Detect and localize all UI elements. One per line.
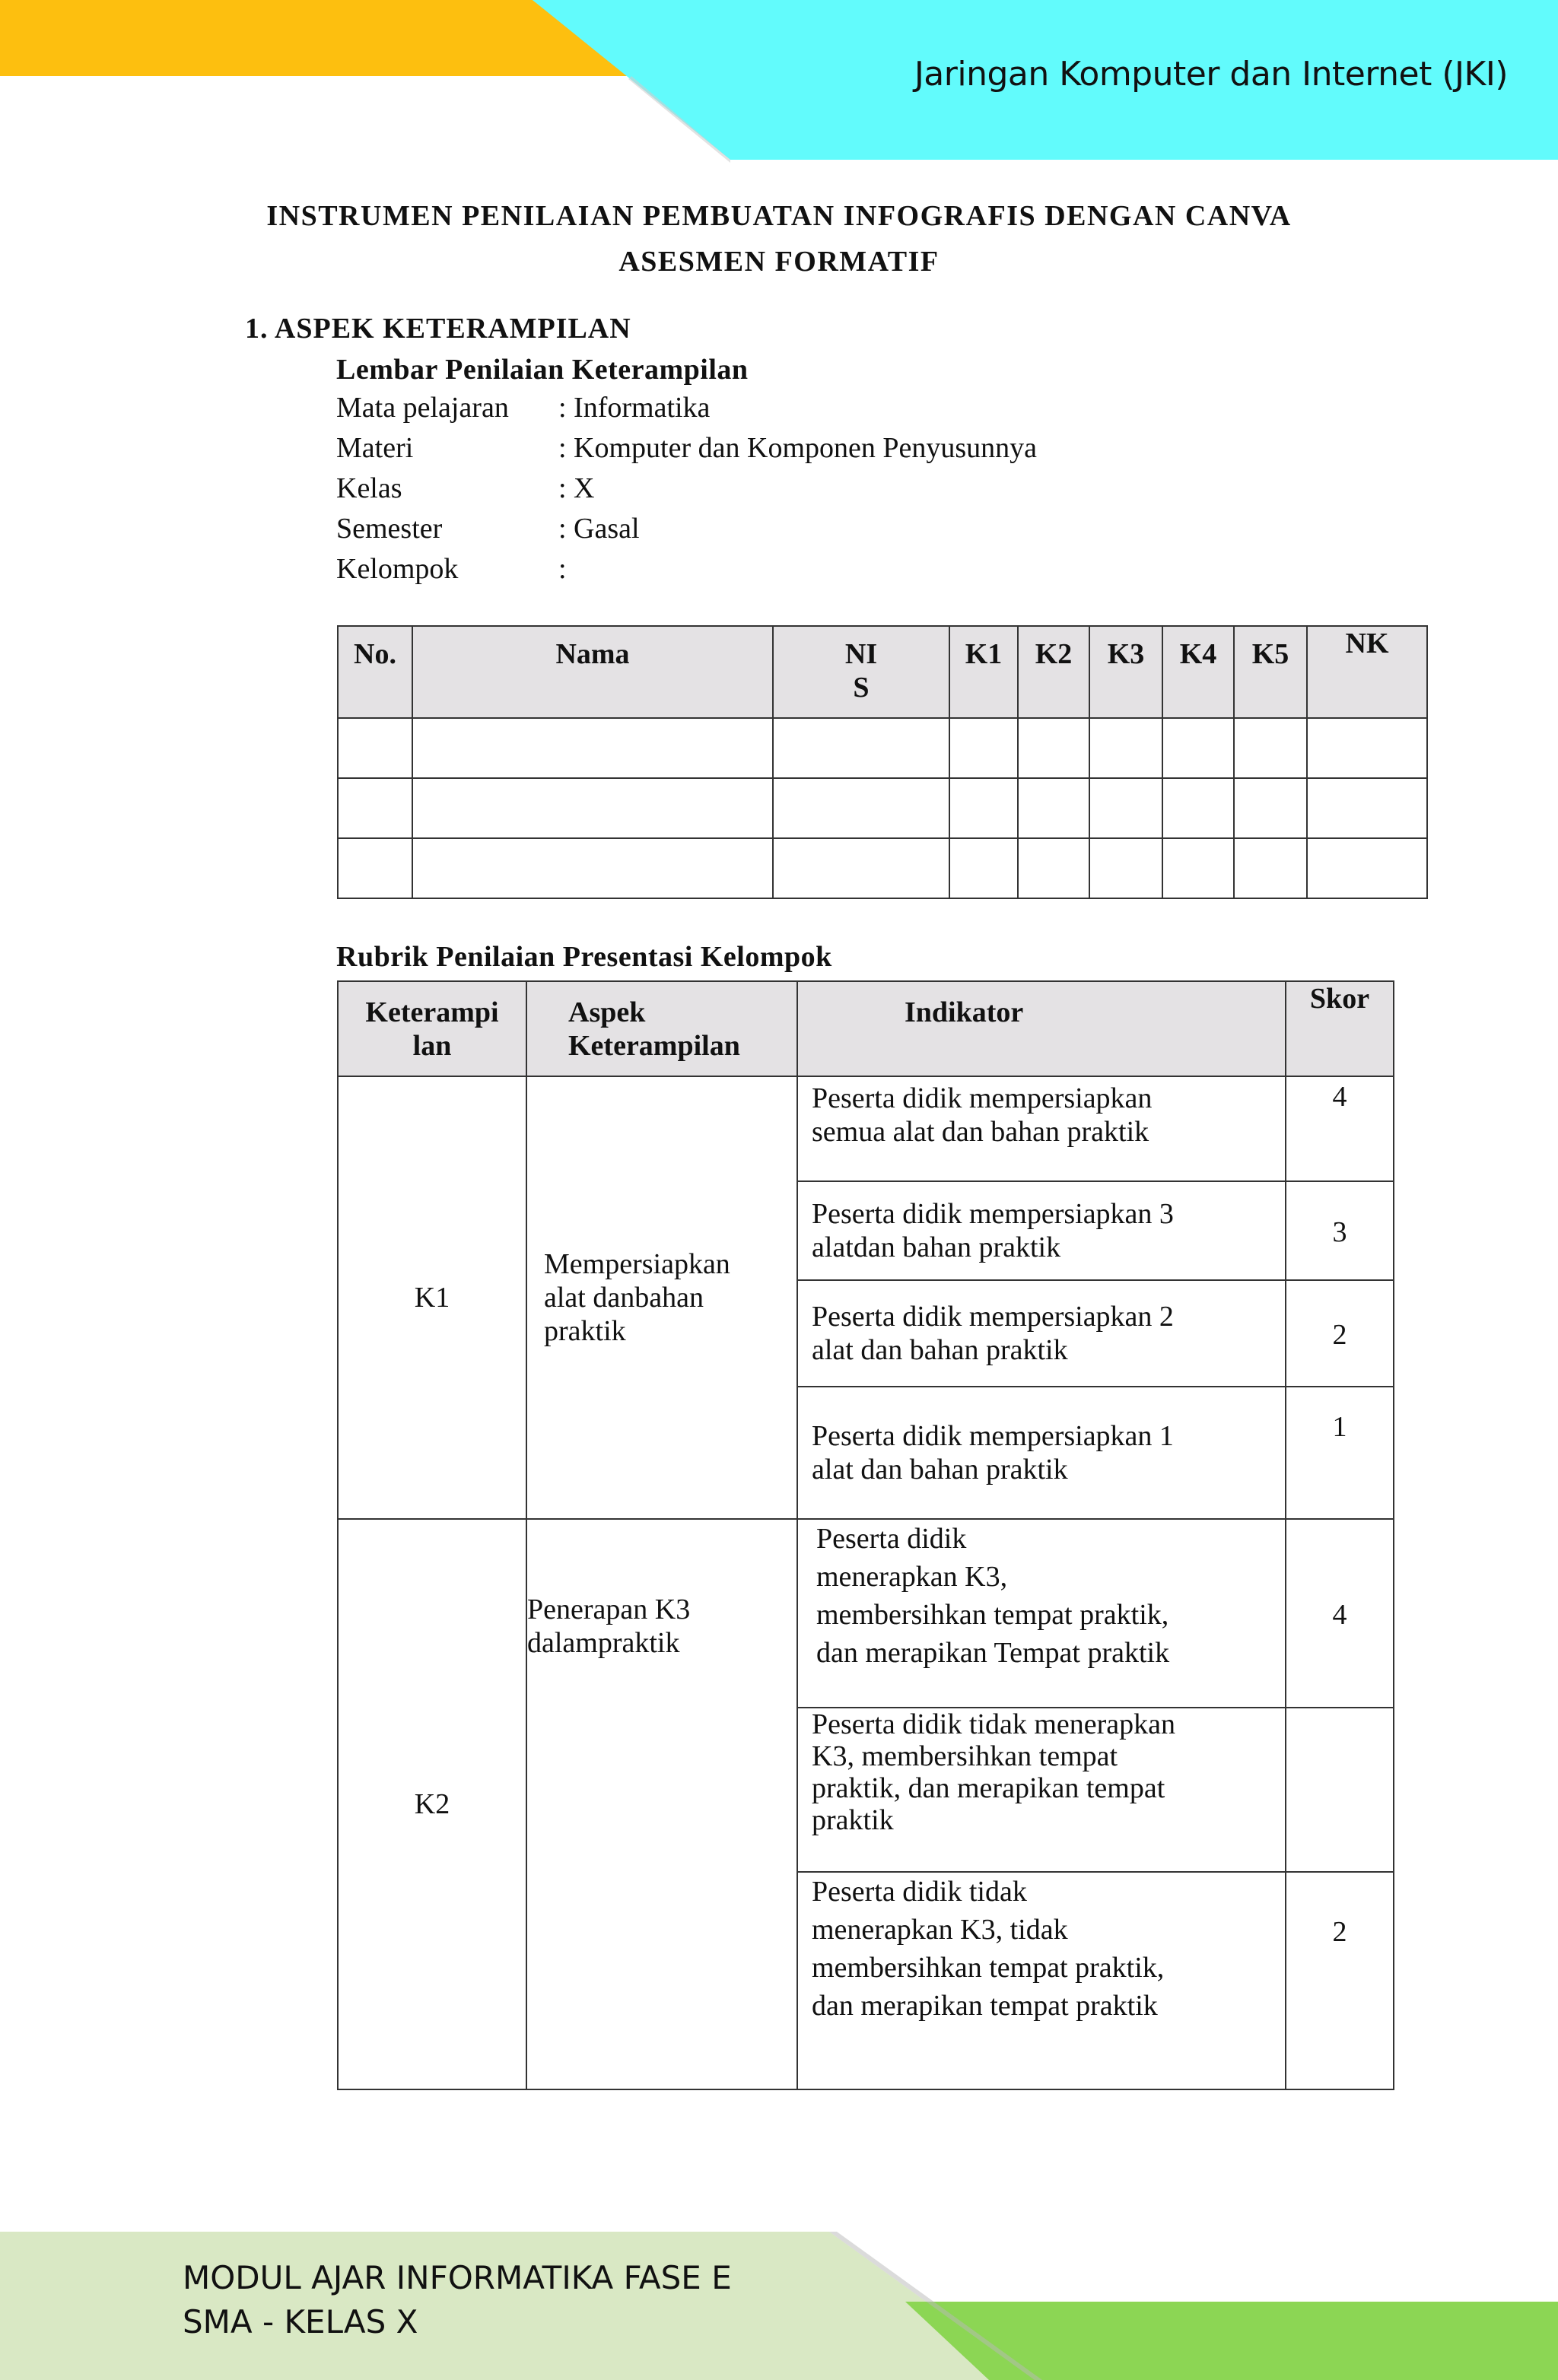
table-cell <box>1307 838 1427 898</box>
table-cell <box>338 778 412 838</box>
info-label: Kelompok <box>336 553 459 585</box>
info-block <box>336 388 1037 589</box>
rubric-indicator <box>797 1076 1286 1181</box>
info-label: Semester <box>336 513 443 545</box>
rubric-score: 1 <box>1286 1387 1394 1519</box>
table-cell <box>1018 718 1089 778</box>
indicator-line: semua alat dan bahan praktik <box>812 1116 1149 1148</box>
indicator-line: Peserta didik mempersiapkan <box>812 1082 1153 1114</box>
table-cell <box>949 838 1018 898</box>
info-row <box>336 509 1037 549</box>
info-label: Kelas <box>336 472 402 504</box>
indicator-line: Peserta didik tidak menerapkan <box>812 1708 1176 1740</box>
table-cell <box>1307 718 1427 778</box>
document-title-line1: INSTRUMEN PENILAIAN PEMBUATAN INFOGRAFIS DENGAN CANVA <box>266 200 1292 232</box>
table-cell <box>412 778 773 838</box>
footer-text <box>183 2256 732 2344</box>
rubric-score: 4 <box>1286 1076 1394 1181</box>
rubric-k2-label: K2 <box>338 1519 526 2089</box>
table-cell <box>949 718 1018 778</box>
info-value: : X <box>558 472 595 504</box>
table-cell <box>1089 778 1162 838</box>
header-orange-band <box>0 0 631 76</box>
table-cell <box>1018 778 1089 838</box>
indicator-line: dan merapikan Tempat praktik <box>816 1637 1170 1669</box>
rubric-header-row <box>338 981 1394 1076</box>
rubric-k2-aspek-line2: dalampraktik <box>527 1627 680 1659</box>
col-header-aspek-line2: Keterampilan <box>568 1030 740 1062</box>
col-header-k3: K3 <box>1089 626 1162 718</box>
col-header-nis-line2: S <box>853 672 870 704</box>
rubric-k1-aspek <box>526 1076 797 1519</box>
table-row <box>338 778 1427 838</box>
indicator-line: Peserta didik mempersiapkan 3 <box>812 1198 1174 1230</box>
table-row <box>338 1519 1394 1708</box>
rubric-k2-aspek-line1: Penerapan K3 <box>527 1594 691 1625</box>
table-cell <box>1018 838 1089 898</box>
table-cell <box>1234 838 1307 898</box>
col-header-nama: Nama <box>412 626 773 718</box>
document-title <box>0 193 1558 284</box>
table-cell <box>1089 718 1162 778</box>
rubric-score: 3 <box>1286 1181 1394 1280</box>
col-header-nis-line1: NI <box>844 638 878 670</box>
table-cell <box>338 718 412 778</box>
table-cell <box>412 838 773 898</box>
footer-green-band <box>905 2302 1558 2380</box>
rubric-k1-aspek-line3: praktik <box>544 1315 626 1347</box>
table-cell <box>338 838 412 898</box>
rubric-k1-aspek-line2: alat danbahan <box>544 1282 704 1314</box>
rubric-title: Rubrik Penilaian Presentasi Kelompok <box>336 941 832 973</box>
rubric-indicator <box>797 1519 1286 1708</box>
indicator-line: membersihkan tempat praktik, <box>812 1952 1165 1984</box>
rubric-indicator <box>797 1280 1286 1387</box>
col-header-k1: K1 <box>949 626 1018 718</box>
col-header-no: No. <box>338 626 412 718</box>
col-header-k5: K5 <box>1234 626 1307 718</box>
rubric-score <box>1286 1708 1394 1872</box>
table-cell <box>949 778 1018 838</box>
info-value: : Gasal <box>558 513 640 545</box>
table-cell <box>773 718 949 778</box>
footer-line1: MODUL AJAR INFORMATIKA FASE E <box>183 2259 732 2296</box>
rubric-k1-label: K1 <box>338 1076 526 1519</box>
header-title: Jaringan Komputer dan Internet (JKI) <box>914 55 1508 94</box>
table-row <box>338 838 1427 898</box>
rubric-k1-aspek-line1: Mempersiapkan <box>544 1248 730 1280</box>
info-row <box>336 549 1037 589</box>
indicator-line: alatdan bahan praktik <box>812 1231 1061 1263</box>
rubric-indicator <box>797 1708 1286 1872</box>
col-header-k4: K4 <box>1162 626 1234 718</box>
rubric-indicator <box>797 1387 1286 1519</box>
col-header-nis <box>773 626 949 718</box>
indicator-line: Peserta didik <box>816 1523 967 1555</box>
col-header-nk: NK <box>1307 626 1427 718</box>
info-value: : Informatika <box>558 392 711 424</box>
info-value: : Komputer dan Komponen Penyusunnya <box>558 432 1038 464</box>
rubric-score: 2 <box>1286 1872 1394 2089</box>
indicator-line: praktik <box>812 1804 894 1836</box>
indicator-line: menerapkan K3, tidak <box>812 1914 1068 1946</box>
score-table-header-row <box>338 626 1427 718</box>
footer-line2: SMA - KELAS X <box>183 2303 418 2340</box>
score-table <box>337 625 1428 899</box>
table-cell <box>1307 778 1427 838</box>
rubric-indicator <box>797 1872 1286 2089</box>
indicator-line: Peserta didik tidak <box>812 1876 1027 1908</box>
table-row <box>338 718 1427 778</box>
col-header-aspek <box>526 981 797 1076</box>
col-header-indikator: Indikator <box>797 981 1286 1076</box>
col-header-skor: Skor <box>1286 981 1394 1076</box>
table-cell <box>412 718 773 778</box>
rubric-k2-aspek <box>526 1519 797 2089</box>
table-cell <box>773 838 949 898</box>
col-header-keterampilan-line2: lan <box>412 1030 452 1062</box>
indicator-line: praktik, dan merapikan tempat <box>812 1772 1165 1804</box>
table-cell <box>1162 778 1234 838</box>
info-row <box>336 388 1037 428</box>
sheet-title: Lembar Penilaian Keterampilan <box>336 354 749 386</box>
indicator-line: alat dan bahan praktik <box>812 1454 1068 1486</box>
info-value: : <box>558 553 567 585</box>
section-heading: 1. ASPEK KETERAMPILAN <box>245 313 631 345</box>
table-cell <box>1234 718 1307 778</box>
col-header-k2: K2 <box>1018 626 1089 718</box>
indicator-line: alat dan bahan praktik <box>812 1334 1068 1366</box>
table-cell <box>1089 838 1162 898</box>
indicator-line: Peserta didik mempersiapkan 1 <box>812 1420 1174 1452</box>
indicator-line: Peserta didik mempersiapkan 2 <box>812 1301 1174 1333</box>
rubric-indicator <box>797 1181 1286 1280</box>
rubric-score: 4 <box>1286 1519 1394 1708</box>
table-cell <box>1162 838 1234 898</box>
indicator-line: membersihkan tempat praktik, <box>816 1599 1169 1631</box>
info-row <box>336 469 1037 509</box>
table-row <box>338 1076 1394 1181</box>
indicator-line: menerapkan K3, <box>816 1561 1008 1593</box>
document-title-line2: ASESMEN FORMATIF <box>618 246 940 278</box>
table-cell <box>773 778 949 838</box>
table-cell <box>1234 778 1307 838</box>
info-label: Materi <box>336 432 414 464</box>
info-row <box>336 428 1037 469</box>
col-header-keterampilan-line1: Keterampi <box>365 996 499 1028</box>
info-label: Mata pelajaran <box>336 392 509 424</box>
rubric-score: 2 <box>1286 1280 1394 1387</box>
col-header-keterampilan <box>338 981 526 1076</box>
indicator-line: dan merapikan tempat praktik <box>812 1990 1158 2022</box>
table-cell <box>1162 718 1234 778</box>
indicator-line: K3, membersihkan tempat <box>812 1740 1118 1772</box>
rubric-table <box>337 980 1394 2090</box>
col-header-aspek-line1: Aspek <box>568 996 646 1028</box>
